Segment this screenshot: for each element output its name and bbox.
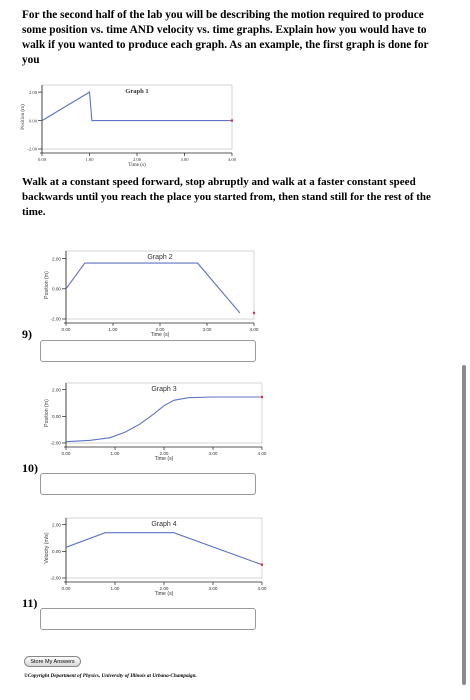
graph-title: Graph 4 — [151, 521, 177, 528]
graph-2-svg — [38, 247, 268, 347]
x-tick-label: 4.00 — [227, 157, 237, 162]
y-tick-label: 2.00 — [52, 522, 61, 528]
y-axis-label: Velocity (m/s) — [44, 532, 50, 564]
x-tick-label: 0.00 — [61, 451, 71, 456]
y-tick-label: -2.00 — [50, 316, 61, 322]
question-number-10: 10) — [22, 461, 38, 475]
answer-input-11[interactable] — [40, 608, 256, 630]
end-marker — [231, 119, 233, 121]
x-tick-label: 3.00 — [208, 586, 218, 591]
y-axis-label: Position (m) — [44, 399, 50, 427]
x-axis-label: Time (s) — [154, 591, 174, 597]
copyright-text: ©Copyright Department of Physics, University of Illinois at Urbana-Champaign. — [24, 673, 197, 679]
graph-1 — [20, 80, 248, 175]
y-tick-label: 2.00 — [28, 89, 37, 95]
question-number-9: 9) — [22, 327, 32, 341]
x-tick-label: 4.00 — [257, 451, 267, 456]
x-tick-label: 4.00 — [257, 586, 267, 591]
graph-1-svg — [20, 80, 248, 175]
y-tick-label: 2.00 — [52, 387, 61, 393]
x-tick-label: 1.00 — [110, 451, 120, 456]
y-tick-label: -2.00 — [27, 146, 37, 152]
x-axis-label: Time (s) — [154, 456, 174, 462]
graph-title: Graph 1 — [125, 88, 149, 95]
x-tick-label: 1.00 — [85, 157, 94, 162]
answer-input-9[interactable] — [40, 340, 256, 362]
y-tick-label: 2.00 — [52, 256, 61, 262]
y-tick-label: 0.00 — [52, 414, 61, 420]
x-tick-label: 3.00 — [208, 451, 218, 456]
x-tick-label: 2.00 — [155, 327, 165, 332]
question-number-11: 11) — [22, 596, 38, 610]
answer-input-10[interactable] — [40, 473, 256, 495]
graph-4 — [38, 514, 268, 604]
end-marker — [261, 563, 263, 565]
graph-title: Graph 3 — [151, 386, 177, 393]
end-marker — [253, 312, 255, 314]
example-description: Walk at a constant speed forward, stop abruptly and walk at a faster constant speed backwards until you reach the place you started from, then stand still for the rest of the time. — [22, 176, 431, 218]
x-tick-label: 2.00 — [159, 451, 169, 456]
y-tick-label: 0.00 — [52, 286, 61, 292]
graph-title: Graph 2 — [147, 254, 173, 261]
graph-2 — [38, 247, 268, 347]
y-tick-label: -2.00 — [50, 575, 61, 581]
x-tick-label: 0.00 — [61, 327, 71, 332]
y-tick-label: 0.00 — [52, 549, 61, 555]
x-tick-label: 1.00 — [108, 327, 118, 332]
x-tick-label: 2.00 — [132, 157, 142, 162]
x-axis-label: Time (s) — [128, 162, 146, 168]
x-tick-label: 4.00 — [249, 327, 259, 332]
plot-area — [66, 251, 254, 319]
x-axis-label: Time (s) — [150, 332, 170, 338]
x-tick-label: 3.00 — [202, 327, 212, 332]
x-tick-label: 1.00 — [110, 586, 120, 591]
scrollbar[interactable] — [462, 365, 466, 685]
intro-paragraph: For the second half of the lab you will be describing the motion required to produce some position vs. time AND velocity vs. time graphs. Explain how you would have to walk if you wanted to produce each graph. As an example, the first graph is done for you — [22, 9, 429, 66]
y-axis-label: Position (m) — [20, 104, 26, 130]
store-answers-button[interactable]: Store My Answers — [24, 656, 81, 667]
graph-4-svg — [38, 514, 268, 604]
graph-3-svg — [38, 379, 268, 469]
x-tick-label: 0.00 — [61, 586, 71, 591]
x-tick-label: 0.00 — [37, 157, 47, 162]
y-tick-label: 0.00 — [28, 118, 37, 124]
end-marker — [261, 396, 263, 398]
graph-3 — [38, 379, 268, 469]
y-axis-label: Position (m) — [44, 271, 50, 299]
y-tick-label: -2.00 — [50, 440, 61, 446]
x-tick-label: 2.00 — [159, 586, 169, 591]
x-tick-label: 3.00 — [180, 157, 189, 162]
